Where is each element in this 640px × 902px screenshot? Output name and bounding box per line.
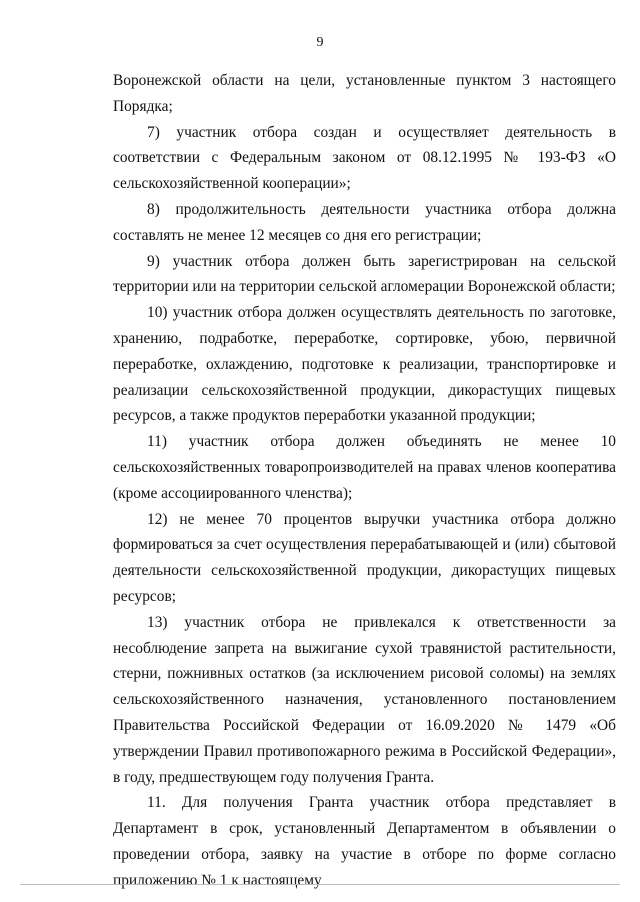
paragraph-item-13: 13) участник отбора не привлекался к ответственности за несоблюдение запрета на выжигание сухой травянистой растительности, стерни, пожнивных остатков (за исключением рисовой соломы) на землях сельскохозяйственного назначения, установленного постановлением Правительства Российской Федерации от 16.09.2020 № 1479 «Об утверждении Правил противопожарного режима в Российской Федерации», в году, предшествующем году получения Гранта. [113, 613, 616, 786]
paragraph-item-8: 8) продолжительность деятельности участника отбора должна составлять не менее 12 месяцев со дня его регистрации; [113, 200, 616, 244]
paragraph-item-9: 9) участник отбора должен быть зарегистрирован на сельской территории или на территории сельской агломерации Воронежской области; [113, 252, 616, 296]
bottom-scan-edge [20, 884, 620, 885]
page-number: 9 [316, 35, 324, 50]
paragraph-item-11: 11) участник отбора должен объединять не менее 10 сельскохозяйственных товаропроизводителей на правах членов кооператива (кроме ассоциированного членства); [113, 433, 616, 502]
paragraph-item-10: 10) участник отбора должен осуществлять деятельность по заготовке, хранению, подработке, переработке, сортировке, убою, первичной переработке, охлаждению, подготовке к реализации, транспортировке и реализации сельскохозяйственной продукции, дикорастущих пищевых ресурсов, а также продуктов переработки указанной продукции; [113, 304, 616, 425]
paragraph-item-7: 7) участник отбора создан и осуществляет деятельность в соответствии с Федеральным законом от 08.12.1995 № 193-ФЗ «О сельскохозяйственной кооперации»; [113, 123, 616, 193]
paragraph-continuation: Воронежской области на цели, установленные пунктом 3 настоящего Порядка; [113, 72, 616, 115]
paragraph-section-11: 11. Для получения Гранта участник отбора представляет в Департамент в срок, установленный Департаментом в объявлении о проведении отбора, заявку на участие в отборе по форме согласно приложению № 1 к настоящему [113, 794, 616, 889]
paragraph-item-12: 12) не менее 70 процентов выручки участника отбора должно формироваться за счет осуществления перерабатывающей и (или) сбытовой деятельности сельскохозяйственной продукции, дикорастущих пищевых ресурсов; [113, 510, 616, 605]
document-body [113, 68, 616, 894]
